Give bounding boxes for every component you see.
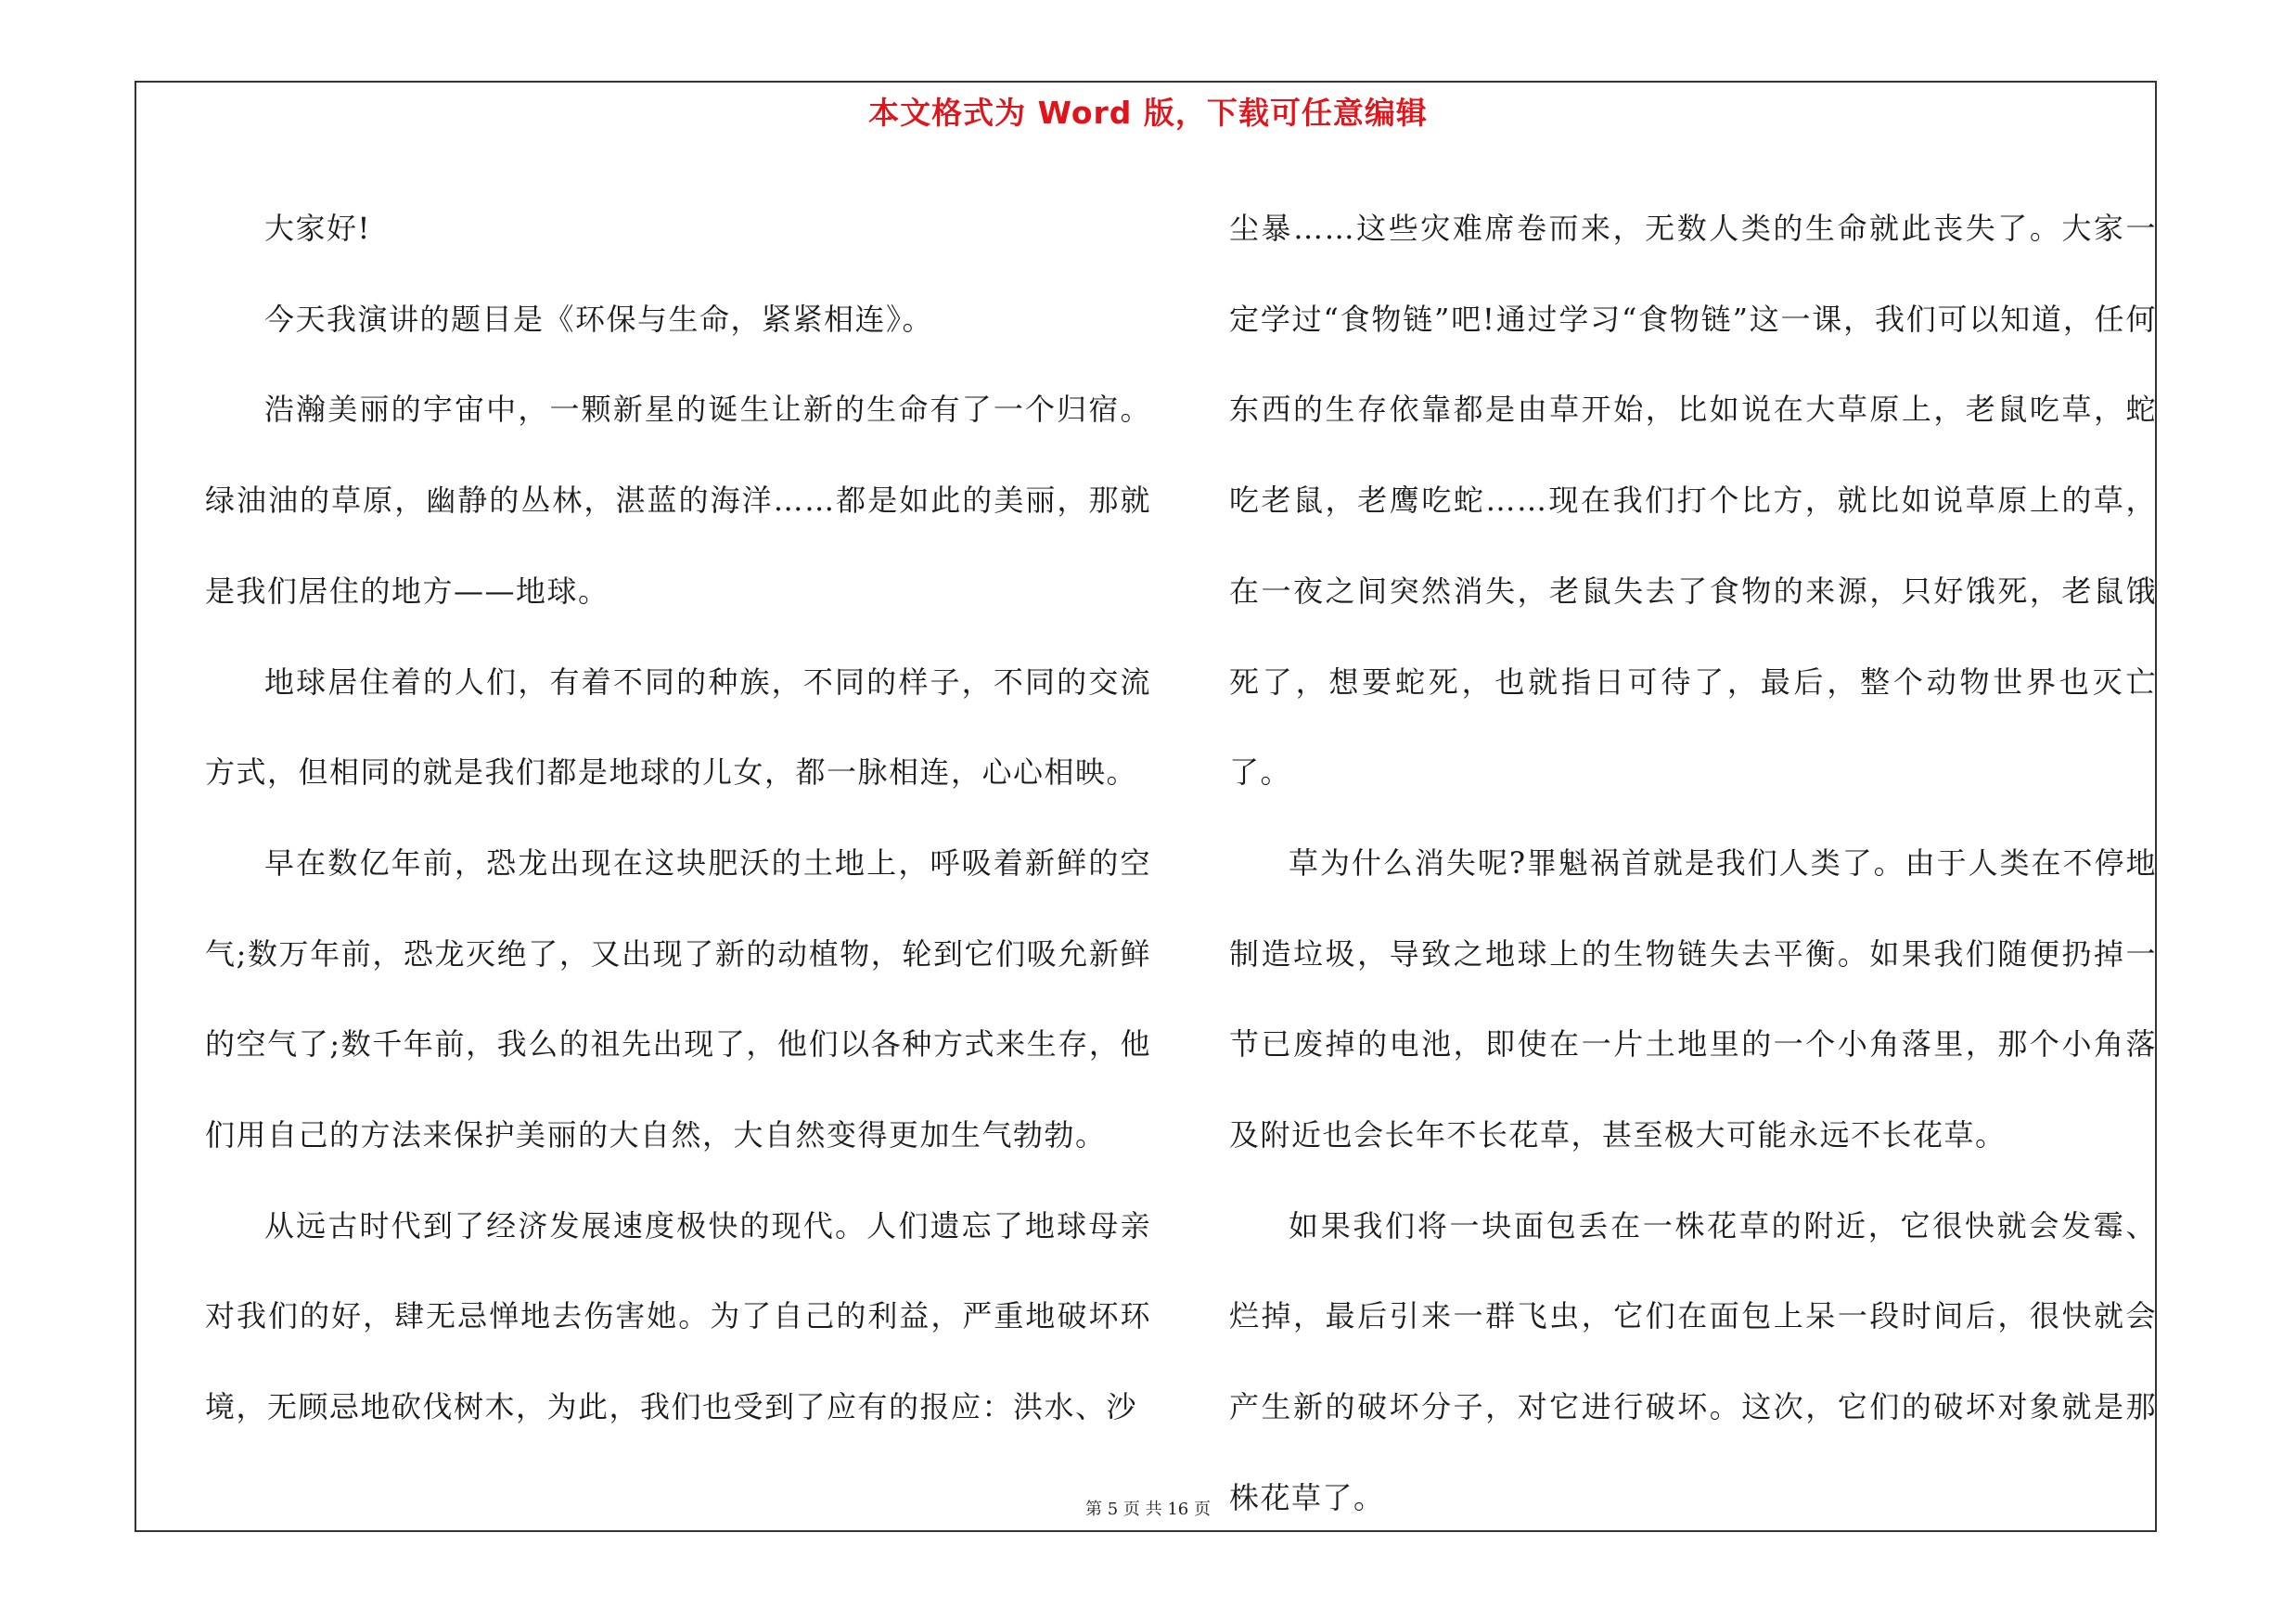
paragraph: 草为什么消失呢?罪魁祸首就是我们人类了。由于人类在不停地制造垃圾，导致之地球上的生物链失去平衡。如果我们随便扔掉一节已废掉的电池，即使在一片土地里的一个小角落里，那个小角落及附近也会长年不长花草，甚至极大可能永远不长花草。 <box>1229 844 2157 1153</box>
right-column <box>1229 184 2157 1544</box>
paragraph: 大家好! <box>264 211 371 246</box>
paragraph: 从远古时代到了经济发展速度极快的现代。人们遗忘了地球母亲对我们的好，肆无忌惮地去伤害她。为了自己的利益，严重地破坏环境，无顾忌地砍伐树木，为此，我们也受到了应有的报应：洪水、沙 <box>205 1207 1151 1425</box>
paragraph-continued: 尘暴……这些灾难席卷而来，无数人类的生命就此丧失了。大家一定学过“食物链”吧!通过学习“食物链”这一课，我们可以知道，任何东西的生存依靠都是由草开始，比如说在大草原上，老鼠吃草，蛇吃老鼠，老鹰吃蛇……现在我们打个比方，就比如说草原上的草，在一夜之间突然消失，老鼠失去了食物的来源，只好饿死，老鼠饿死了，想要蛇死，也就指日可待了，最后，整个动物世界也灭亡了。 <box>1229 211 2157 791</box>
left-column <box>205 184 1151 1453</box>
word-format-banner: 本文格式为 Word 版，下载可任意编辑 <box>868 95 1428 131</box>
page-number: 第 5 页 共 16 页 <box>1085 1500 1211 1519</box>
paragraph: 早在数亿年前，恐龙出现在这块肥沃的土地上，呼吸着新鲜的空气;数万年前，恐龙灭绝了，又出现了新的动植物，轮到它们吸允新鲜的空气了;数千年前，我么的祖先出现了，他们以各种方式来生存，他们用自己的方法来保护美丽的大自然，大自然变得更加生气勃勃。 <box>205 844 1151 1153</box>
paragraph: 地球居住着的人们，有着不同的种族，不同的样子，不同的交流方式，但相同的就是我们都是地球的儿女，都一脉相连，心心相映。 <box>205 663 1151 791</box>
paragraph: 浩瀚美丽的宇宙中，一颗新星的诞生让新的生命有了一个归宿。绿油油的草原，幽静的丛林，湛蓝的海洋……都是如此的美丽，那就是我们居住的地方——地球。 <box>205 392 1151 609</box>
paragraph: 如果我们将一块面包丢在一株花草的附近，它很快就会发霉、烂掉，最后引来一群飞虫，它们在面包上呆一段时间后，很快就会产生新的破坏分子，对它进行破坏。这次，它们的破坏对象就是那株花草了。 <box>1229 1207 2157 1515</box>
paragraph: 今天我演讲的题目是《环保与生命，紧紧相连》。 <box>264 301 934 337</box>
